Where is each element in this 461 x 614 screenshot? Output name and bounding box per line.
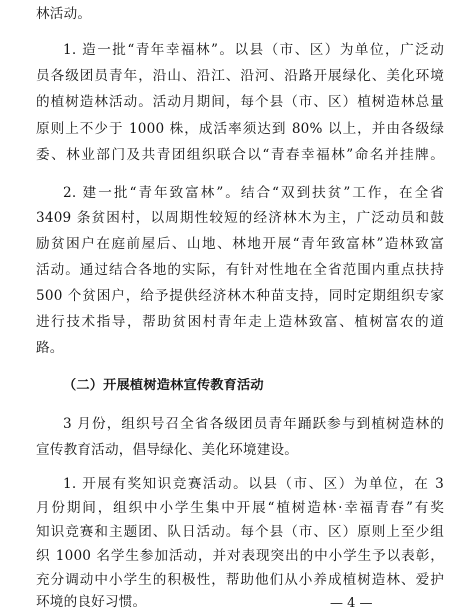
- text-line: 的植树造林活动。活动月期间，每个县（市、区）植树造林总量: [36, 94, 444, 110]
- text-line: 1. 造一批“青年幸福林”。以县（市、区）为单位，广泛动: [63, 42, 444, 58]
- text-line: 励贫困户在庭前屋后、山地、林地开展“青年致富林”造林致富: [36, 236, 444, 252]
- page-number-footer: — 4 —: [330, 596, 373, 611]
- text-line: 员各级团员青年，沿山、沿江、沿河、沿路开展绿化、美化环境: [36, 68, 444, 84]
- text-line: 路。: [36, 340, 64, 356]
- text-line: 进行技术指导，帮助贫困村青年走上造林致富、植树富农的道: [36, 314, 444, 330]
- text-line: 2. 建一批“青年致富林”。结合“双到扶贫”工作，在全省: [63, 185, 444, 201]
- text-line: 活动。通过结合各地的实际，有针对性地在全省范围内重点扶持: [36, 262, 444, 278]
- section-heading: （二）开展植树造林宣传教育活动: [63, 378, 264, 393]
- text-line: 知识竞赛和主题团、队日活动。每个县（市、区）原则上至少组: [36, 524, 444, 540]
- text-line: 林活动。: [36, 6, 92, 22]
- text-line: 1. 开展有奖知识竞赛活动。以县（市、区）为单位，在 3: [63, 476, 444, 492]
- text-line: 委、林业部门及共青团组织联合以“青春幸福林”命名并挂牌。: [36, 147, 444, 163]
- text-line: 原则上不少于 1000 株，成活率须达到 80% 以上，并由各级绿: [36, 121, 444, 137]
- text-line: 宣传教育活动，倡导绿化、美化环境建设。: [36, 442, 299, 458]
- text-line: 月份期间，组织中小学生集中开展“植树造林·幸福青春”有奖: [36, 500, 444, 516]
- text-line: 500 个贫困户，给予提供经济林木种苗支持，同时定期组织专家: [36, 288, 444, 304]
- text-line: 环境的良好习惯。: [36, 594, 147, 610]
- text-line: 充分调动中小学生的积极性，帮助他们从小养成植树造林、爱护: [36, 572, 444, 588]
- text-line: 织 1000 名学生参加活动，并对表现突出的中小学生予以表彰，: [36, 548, 444, 564]
- text-line: 3409 条贫困村，以周期性较短的经济林木为主，广泛动员和鼓: [36, 210, 444, 226]
- text-line: 3 月份，组织号召全省各级团员青年踊跃参与到植树造林的: [63, 416, 444, 432]
